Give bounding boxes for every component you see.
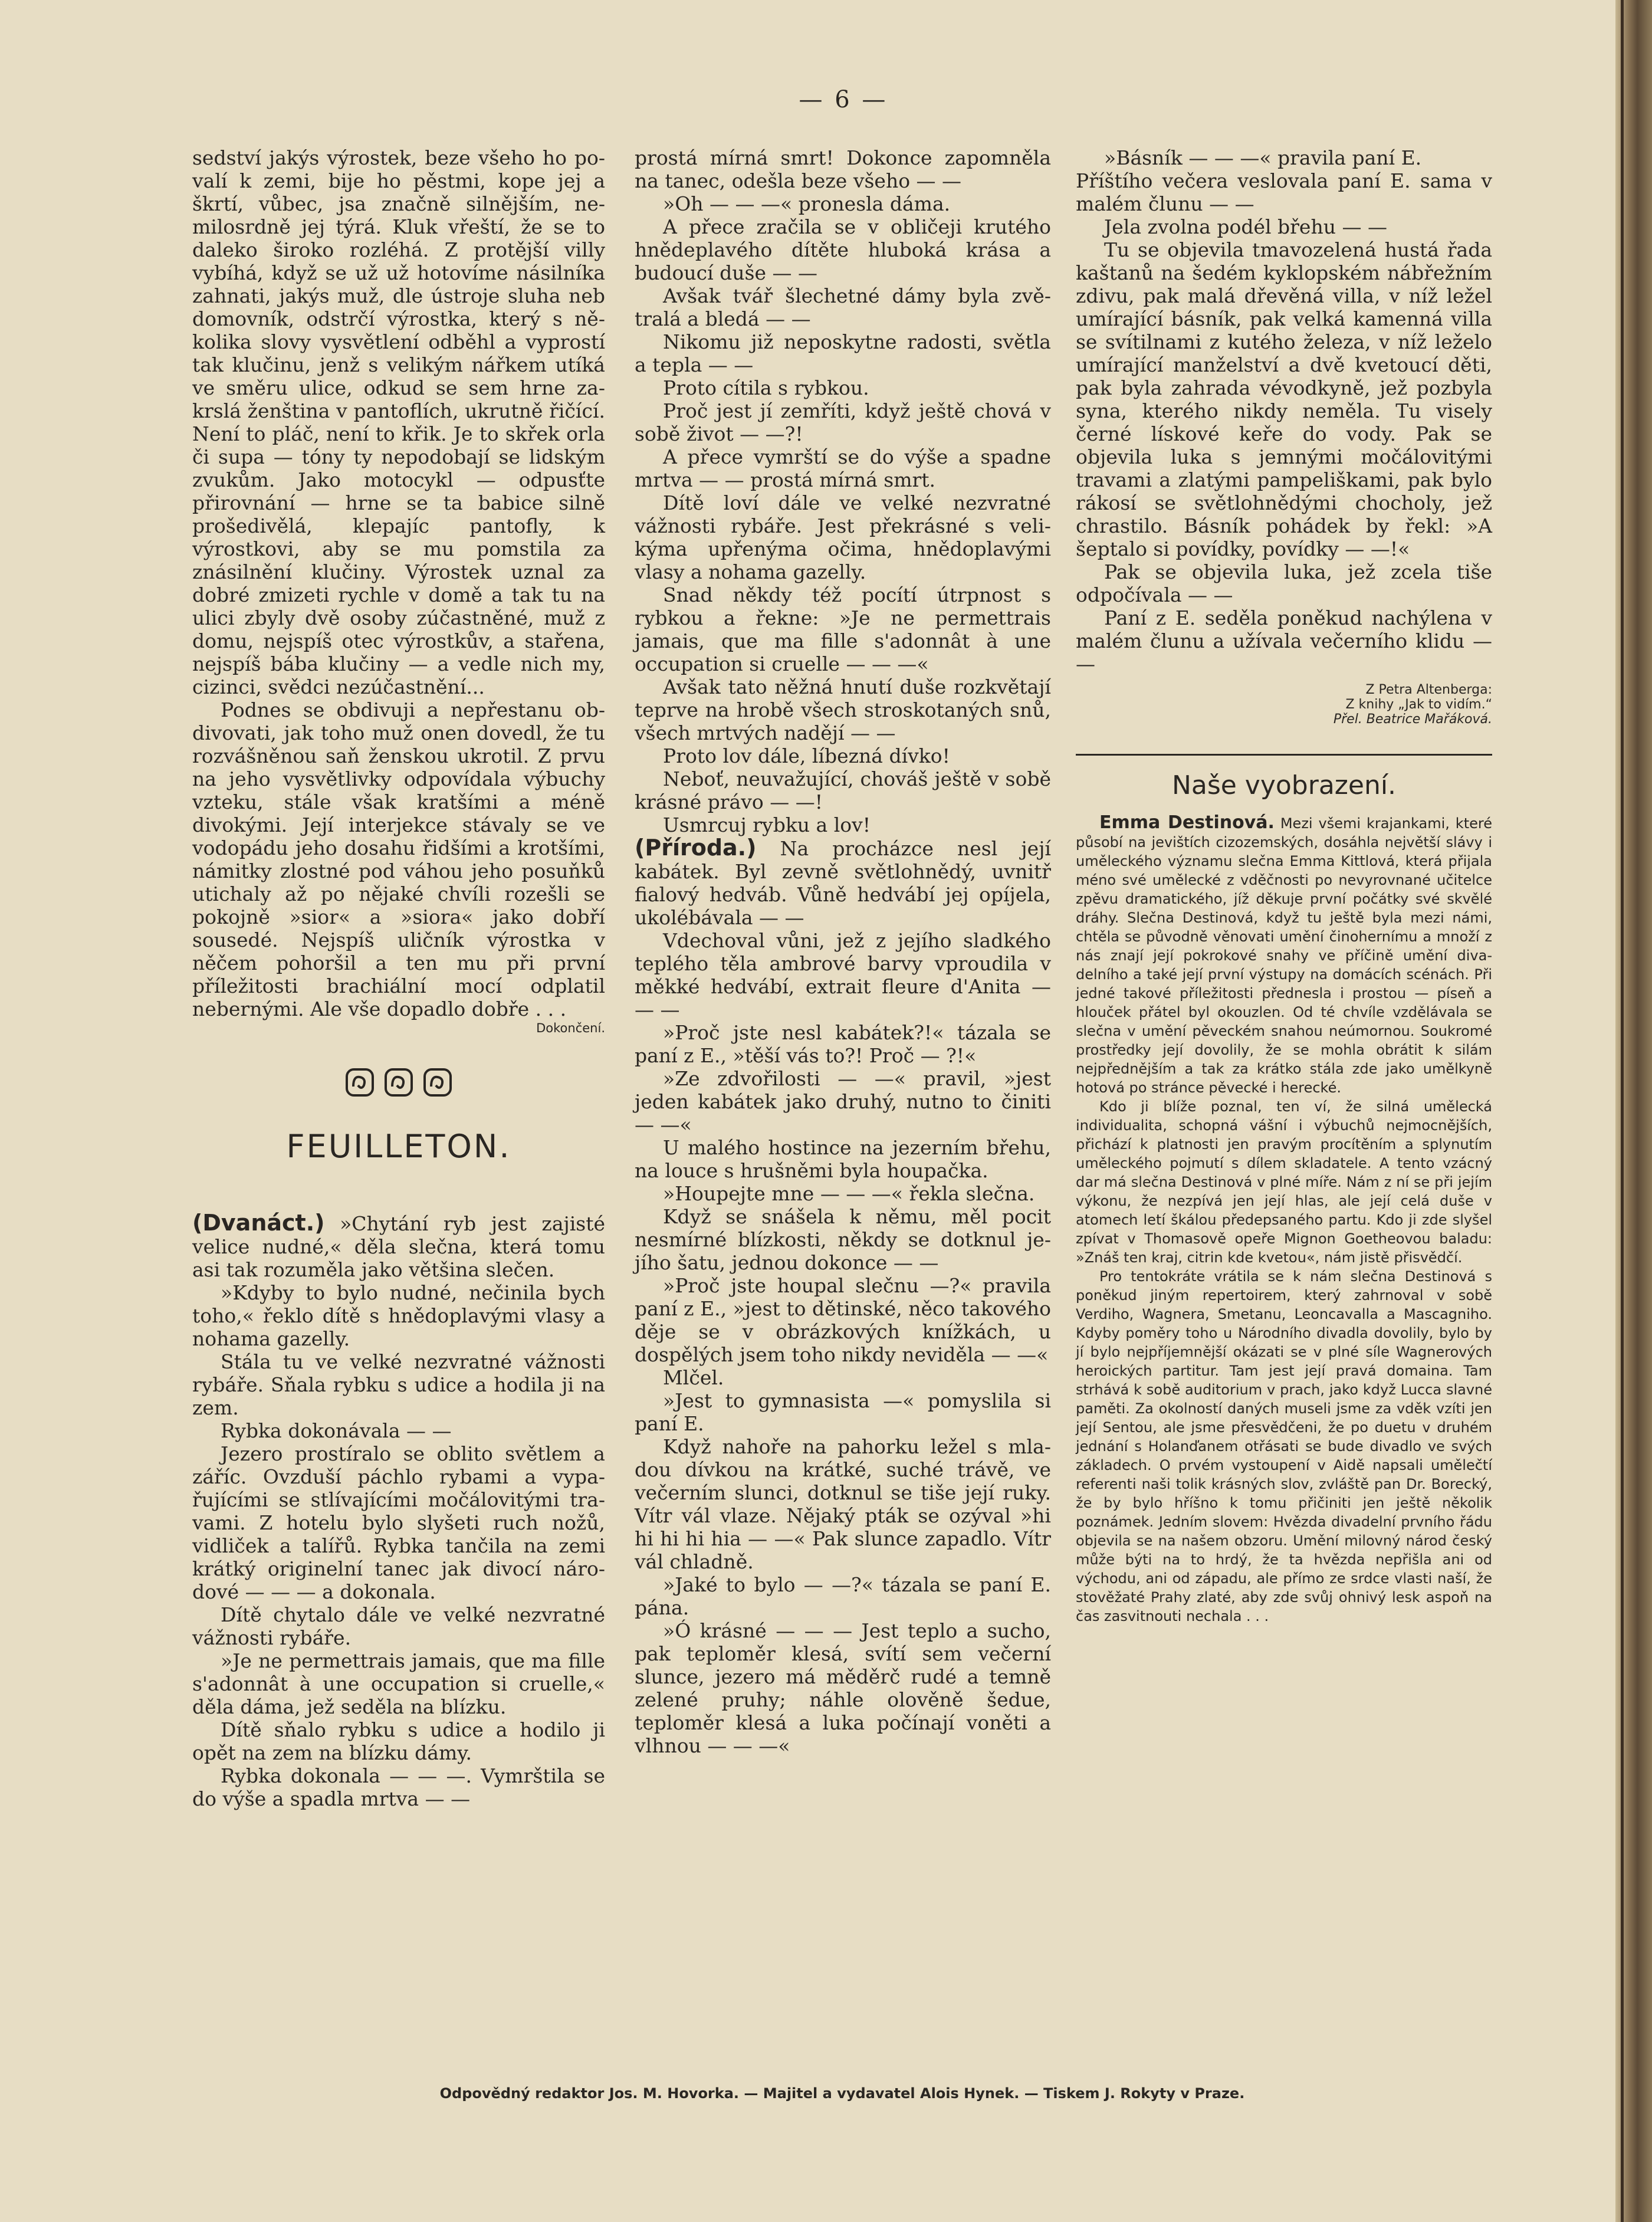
paragraph: Neboť, neuvažující, chováš ještě v sobě krásné právo — —! [635, 767, 1051, 813]
paragraph: U malého hostince na jezerním břehu, na louce s hrušněmi byla houpačka. [635, 1136, 1051, 1182]
section-divider [1076, 754, 1492, 756]
paragraph: Když nahoře na pahorku ležel s mladou dívkou na krátké, suché trávě, ve večerním slunci, dotknul se tiše její ruky. Vítr vál vlaze. Nějaký pták se ozýval »hi hi hi hi hia — —« Pak slunce zapadlo. Vítr vál chladně. [635, 1435, 1051, 1573]
paragraph: »Ó krásné — — — Jest teplo a sucho, pak teploměr klesá, svítí sem večerní slunce, jezero má měděrč rudé a temně zelené pruhy; náhle olověně šedue, teploměr klesá a luka počínají voněti a vlhnou — — —« [635, 1619, 1051, 1757]
page-binding-line [1621, 0, 1624, 2222]
ornament-icon [384, 1068, 413, 1097]
paragraph: Avšak tato něžná hnutí duše rozkvětají teprve na hrobě všech stroskotaných snů, všech mrtvých nadějí — — [635, 675, 1051, 744]
paragraph: Dítě loví dále ve velké nezvratné vážnosti rybáře. Jest překrásné s velikýma upřenýma očima, hnědoplavými vlasy a nohama gazelly. [635, 491, 1051, 583]
paragraph: Usmrcuj rybku a lov! [663, 813, 871, 836]
paragraph: Pak se objevila luka, jež zcela tiše odpočívala — — [1076, 560, 1492, 606]
paragraph: »Ze zdvořilosti — —« pravil, »jest jeden kabátek jako druhý, nutno to činiti — —« [635, 1067, 1051, 1136]
attribution-translator: Přel. Beatrice Mařáková. [1333, 712, 1492, 727]
paragraph: Stála tu ve velké nezvratné vážnosti rybáře. Sňala rybku s udice a hodila ji na zem. [192, 1350, 605, 1419]
paragraph-text: Mezi všemi krajankami, které působí na jevištích cizozemských, dosáhla největší slávy i uměleckého významu slečna Emma Kittlová, která přijala méno své umělecké z vděčnosti po nevyrovnané učitelce zpěvu dramatického, jíž děkuje první počátky své skvělé dráhy. Slečna Destinová, když tu ještě byla mezi námi, chtěla se původně věnovati umění činohernímu a množí z nás znají její pokrokové snahy ve příčině umění divadelního a také její první výstupy na domácích scénách. Při jedné takové příležitosti přednesla i prostou — píseň a hlouček přátel byl okouzlen. Od té chvíle vzdělávala se slečna v umění pěveckém snahou neúmornou. Soukromé prostředky její dovolily, že se mohla obrátit k silám nejpřednějším a tak za krátko stála zde jako umělkyně hotová po stránce pěvecké i herecké. [1076, 815, 1492, 1096]
paragraph: sedství jakýs výrostek, beze všeho ho povalí k zemi, bije ho pěstmi, kope jej a škrtí, vůbec, jsa značně silnějším, nemilosrdně jej týrá. Kluk vřeští, že se to daleko široko rozléhá. Z protější villy vybíhá, když se už už hotovíme násilníka zahnati, jakýs muž, dle ústroje sluha neb domovník, odstrčí výrostka, který s několika slovy vysvětlení odběhl a vyprostí tak klučinu, jenž s velikým nářkem utíká ve směru ulice, odkud se sem hrne zakrslá ženština v pantoflích, ukrutně řičící. Není to pláč, není to křik. Je to skřek orla či supa — tóny ty nepodobají se lidským zvukům. Jako motocykl — odpusťte přirovnání — hrne se ta babice silně prošedivělá, klepajíc pantofly, k výrostkovi, aby se mu pomstila za znásilnění klučiny. Výrostek uznal za dobré zmizeti rychle v domě a tak tu na ulici zbyly dvě osoby zúčastněné, muž z domu, nejspíš otec výrostkův, a stařena, nejspíš bába klučiny — a vedle nich my, cizinci, svědci nezúčastnění... [192, 146, 605, 698]
imprint-footer: Odpovědný redaktor Jos. M. Hovorka. — Majitel a vydavatel Alois Hynek. — Tiskem J. Rokyty v Praze. [439, 2085, 1245, 2102]
paragraph: A přece zračila se v obličeji krutého hnědeplavého dítěte hluboká krása a budoucí duše — — [635, 215, 1051, 284]
paragraph: »Oh — — —« pronesla dáma. [663, 192, 951, 215]
column-3 [1076, 146, 1492, 1626]
paragraph: Rybka dokonávala — — [221, 1419, 452, 1442]
paragraph: Proč jest jí zemříti, když ještě chová v sobě život — —?! [635, 399, 1051, 445]
paragraph: Podnes se obdivuji a nepřestanu obdivovati, jak toho muž onen dovedl, že tu rozvášněnou saň ženskou ukrotil. Z prvu na jeho vysvětlivky odpovídala výbuchy vzteku, stále však kratšími a méně divokými. Její interjekce stávaly se ve vodopádu jeho dosahu řidšími a krotšími, námitky zlostné pod váhou jeho posuňků utichaly až po nějaké chvíli rozešli se pokojně »sior« a »siora« jako dobří sousedé. Nejspíš uličník výrostka v něčem pohoršil a ten mu při první příležitosti brachiální mocí odplatil nebernými. Ale vše dopadlo dobře . . . [192, 698, 605, 1020]
paragraph-text: Na procházce nesl její kabátek. Byl zevně světlohnědý, uvnitř fialový hedváb. Vůně hedvábí jej opíjela, ukolébávala — — [635, 837, 1051, 929]
section-lead: (Dvanáct.) [192, 1210, 325, 1236]
paragraph: »Básník — — —« pravila paní E. [1104, 146, 1422, 169]
paragraph: »Kdyby to bylo nudné, nečinila bych toho,« řeklo dítě s hnědoplavými vlasy a nohama gazelly. [192, 1281, 605, 1350]
paragraph: Mlčel. [663, 1366, 724, 1389]
paragraph: Paní z E. seděla poněkud nachýlena v malém člunu a užívala večerního klidu — — [1076, 606, 1492, 675]
paragraph: Příštího večera veslovala paní E. sama v malém člunu — — [1076, 169, 1492, 215]
paragraph [635, 836, 1051, 929]
paragraph: A přece vymrští se do výše a spadne mrtva — — prostá mírná smrt. [635, 445, 1051, 491]
paragraph: »Proč jste nesl kabátek?!« tázala se paní z E., »těší vás to?! Proč — ?!« [635, 1021, 1051, 1067]
continuation-note: Dokončení. [536, 1021, 605, 1035]
paragraph: Snad někdy též pocítí útrpnost s rybkou a řekne: »Je ne permettrais jamais, que ma fille s'adonnât à une occupation si cruelle — — —« [635, 583, 1051, 675]
paragraph: »Proč jste houpal slečnu —?« pravila paní z E., »jest to dětinské, něco takového děje se v obrázkových knížkách, u dospělých jsem toho nikdy neviděla — —« [635, 1274, 1051, 1366]
paragraph: Nikomu již neposkytne radosti, světla a tepla — — [635, 330, 1051, 376]
article-body [1076, 813, 1492, 1626]
attribution [1076, 682, 1492, 727]
ornament-icon [345, 1068, 375, 1097]
attribution-author: Z Petra Altenberga: [1365, 682, 1492, 697]
paragraph: Když se snášela k němu, měl pocit nesmírné blízkosti, někdy se dotknul jejího šatu, jednou dokonce — — [635, 1205, 1051, 1274]
paragraph: Proto cítila s rybkou. [663, 376, 869, 399]
paragraph: »Je ne permettrais jamais, que ma fille s'adonnât à une occupation si cruelle,« děla dáma, jež seděla na blízku. [192, 1649, 605, 1718]
section-heading: Naše vyobrazení. [1171, 770, 1397, 800]
paragraph: Pro tentokráte vrátila se k nám slečna Destinová s poněkud jiným repertoirem, který zahrnoval v sobě Verdiho, Wagnera, Smetanu, Leoncavalla a Mascagniho. Kdyby poměry toho u Národního divadla dovolily, bylo by jí bylo nejpříjemnější okázati se v plné síle Wagnerových heroických partitur. Tam jest její pravá domaina. Tam strhává k sobě auditorium v prach, jako když Lucca slavné paměti. Za okolností daných museli jsme za vděk vzíti jen její Sentou, ale jsme přesvědčeni, že po duetu v druhém jednání s Holanďanem otřásati se bude divadlo ve svých základech. O prvém vystoupení v Aidě napsali umělečtí referenti naši tolik krásných slov, zvláště pan Dr. Borecký, že by bylo hříšno k tomu přičiniti jen ještě několik poznámek. Jedním slovem: Hvězda divadelní prvního řádu objevila se na našem obzoru. Umění milovný národ český může býti na to hrdý, že ta hvězda nepřišla ani od východu, ani od západu, ale přímo ze srdce vlasti naší, že stověžaté Prahy zlaté, aby zde svůj ohnivý lesk aspoň na čas zasvitnouti nechala . . . [1076, 1268, 1492, 1624]
section-lead: (Příroda.) [635, 835, 757, 861]
paragraph: prostá mírná smrt! Dokonce zapomněla na tanec, odešla beze všeho — — [635, 146, 1051, 192]
column-2 [635, 146, 1051, 1757]
page-number: — 6 — [799, 86, 888, 113]
feuilleton-heading: FEUILLETON. [286, 1128, 511, 1165]
column-1 [192, 146, 605, 1810]
paragraph [1076, 813, 1492, 1097]
paragraph: »Jaké to bylo — —?« tázala se paní E. pána. [635, 1573, 1051, 1619]
ornament-divider [192, 1068, 605, 1102]
attribution-book: Z knihy „Jak to vidím.“ [1345, 697, 1492, 712]
paragraph: »Jest to gymnasista —« pomyslila si paní E. [635, 1389, 1051, 1435]
paragraph: Proto lov dále, líbezná dívko! [663, 744, 950, 767]
paragraph: Tu se objevila tmavozelená hustá řada kaštanů na šedém kyklopském nábřežním zdivu, pak malá dřevěná villa, v níž ležel umírající básník, pak velká kamenná villa se svítilnami z kutého železa, v níž leželo umírající manželství a dvě kvetoucí děti, pak byla zahrada vévodkyně, jež pozbyla syna, kterého nikdy neměla. Tu visely černé lískové keře do vody. Pak se objevila luka s jemnými močálovitými travami a zlatými pampeliškami, pak bylo rákosí se světlohnědými chocholy, jež chrastilo. Básník pohádek by řekl: »A šeptalo si povídky, povídky — —!« [1076, 238, 1492, 560]
paragraph: Rybka dokonala — — —. Vymrštila se do výše a spadla mrtva — — [192, 1764, 605, 1810]
paragraph: Dítě sňalo rybku s udice a hodilo ji opět na zem na blízku dámy. [192, 1718, 605, 1764]
ornament-icon [423, 1068, 452, 1097]
paragraph: Vdechoval vůni, jež z jejího sladkého teplého těla ambrové barvy vproudila v měkké hedvábí, extrait fleure d'Anita — — — [635, 929, 1051, 1021]
paragraph: Dítě chytalo dále ve velké nezvratné vážnosti rybáře. [192, 1603, 605, 1649]
article-subject: Emma Destinová. [1099, 812, 1275, 833]
paragraph: »Houpejte mne — — —« řekla slečna. [663, 1182, 1035, 1205]
paragraph: Jezero prostíralo se oblito světlem a záříc. Ovzduší páchlo rybami a vypařujícími se stlívajícími močálovitými travami. Z hotelu bylo slyšeti ruch nožů, vidliček a talířů. Rybka tančila na zemi krátký originelní tanec jak divocí národové — — — a dokonala. [192, 1442, 605, 1603]
paragraph-text: »Chytání ryb jest zajisté velice nudné,« děla slečna, která tomu asi tak rozuměla jako většina slečen. [192, 1212, 605, 1281]
paragraph: Kdo ji blíže poznal, ten ví, že silná umělecká individualita, schopná vášní i výbuchů nejmocnějších, přichází k platnosti jen pravým procítěním a splynutím uměleckého pojmutí s dílem skladatele. A tento vzácný dar má slečna Destinová v plné míře. Nám z ní se při jejím výkonu, že nezpívá jen její hlas, ale její celá duše v atomech letí škálou předepsaného partu. Kdo ji zde slyšel zpívat v Thomasově opeře Mignon Goetheovou baladu: »Znáš ten kraj, citrin kde kvetou«, nám jistě přisvědčí. [1076, 1098, 1492, 1266]
paragraph: Jela zvolna podél břehu — — [1104, 215, 1387, 238]
paragraph [192, 1212, 605, 1281]
paragraph: Avšak tvář šlechetné dámy byla zvětralá a bledá — — [635, 284, 1051, 330]
